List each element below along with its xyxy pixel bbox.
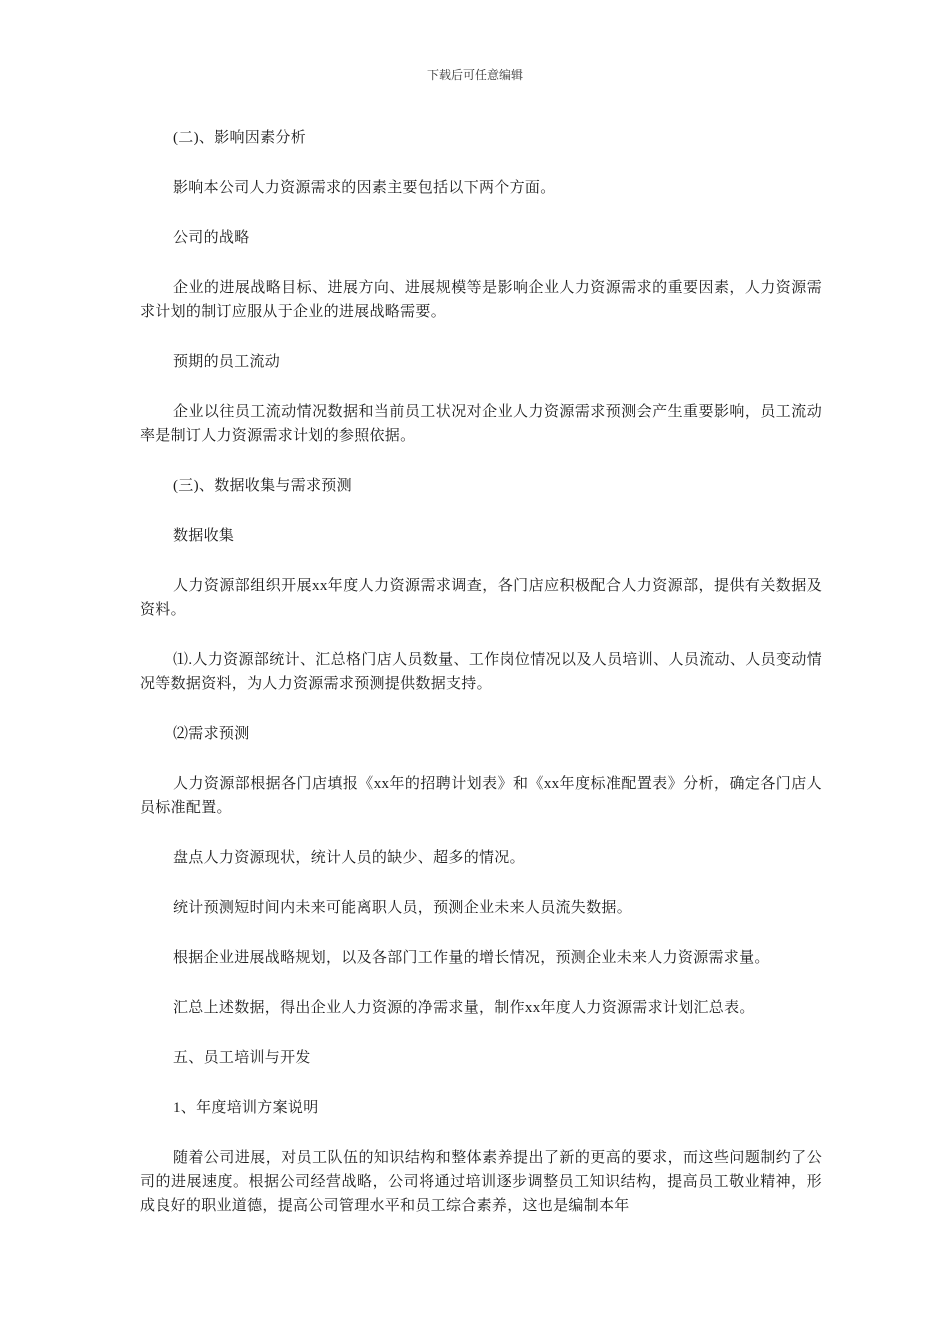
list-item-2-heading: ⑵需求预测: [173, 726, 250, 742]
paragraph-factors-intro: 影响本公司人力资源需求的因素主要包括以下两个方面。: [173, 180, 556, 196]
paragraph-inventory: 盘点人力资源现状，统计人员的缺少、超多的情况。: [173, 850, 525, 866]
section-heading-data-collection-forecast: (三)、数据收集与需求预测: [173, 478, 352, 494]
subheading-annual-training-plan: 1、年度培训方案说明: [173, 1100, 319, 1116]
paragraph-demand: 根据企业进展战略规划，以及各部门工作量的增长情况，预测企业未来人力资源需求量。: [173, 950, 770, 966]
list-item-1: ⑴.人力资源部统计、汇总格门店人员数量、工作岗位情况以及人员培训、人员流动、人员变动情况等数据资料，为人力资源需求预测提供数据支持。: [140, 652, 822, 692]
subheading-expected-turnover: 预期的员工流动: [173, 354, 281, 370]
paragraph-turnover: 企业以往员工流动情况数据和当前员工状况对企业人力资源需求预测会产生重要影响，员工流动率是制订人力资源需求计划的参照依据。: [140, 404, 822, 444]
paragraph-summary: 汇总上述数据，得出企业人力资源的净需求量，制作xx年度人力资源需求计划汇总表。: [173, 1000, 755, 1016]
paragraph-data-collection: 人力资源部组织开展xx年度人力资源需求调查，各门店应积极配合人力资源部，提供有关数据及资料。: [140, 578, 822, 618]
page-header: 下载后可任意编辑: [426, 68, 523, 82]
paragraph-training: 随着公司进展，对员工队伍的知识结构和整体素养提出了新的更高的要求，而这些问题制约了公司的进展速度。根据公司经营战略，公司将通过培训逐步调整员工知识结构，提高员工敬业精神，形成良好的职业道德，提高公司管理水平和员工综合素养，这也是编制本年: [140, 1150, 822, 1214]
subheading-company-strategy: 公司的战略: [173, 230, 250, 246]
paragraph-attrition: 统计预测短时间内未来可能离职人员，预测企业未来人员流失数据。: [173, 900, 633, 916]
document-body: [140, 126, 822, 1218]
subheading-data-collection: 数据收集: [173, 528, 235, 544]
paragraph-forecast: 人力资源部根据各门店填报《xx年的招聘计划表》和《xx年度标准配置表》分析，确定各门店人员标准配置。: [140, 776, 822, 816]
paragraph-strategy: 企业的进展战略目标、进展方向、进展规模等是影响企业人力资源需求的重要因素，人力资源需求计划的制订应服从于企业的进展战略需要。: [140, 280, 822, 320]
section-heading-training: 五、员工培训与开发: [173, 1050, 311, 1066]
section-heading-influencing-factors: (二)、影响因素分析: [173, 130, 306, 146]
